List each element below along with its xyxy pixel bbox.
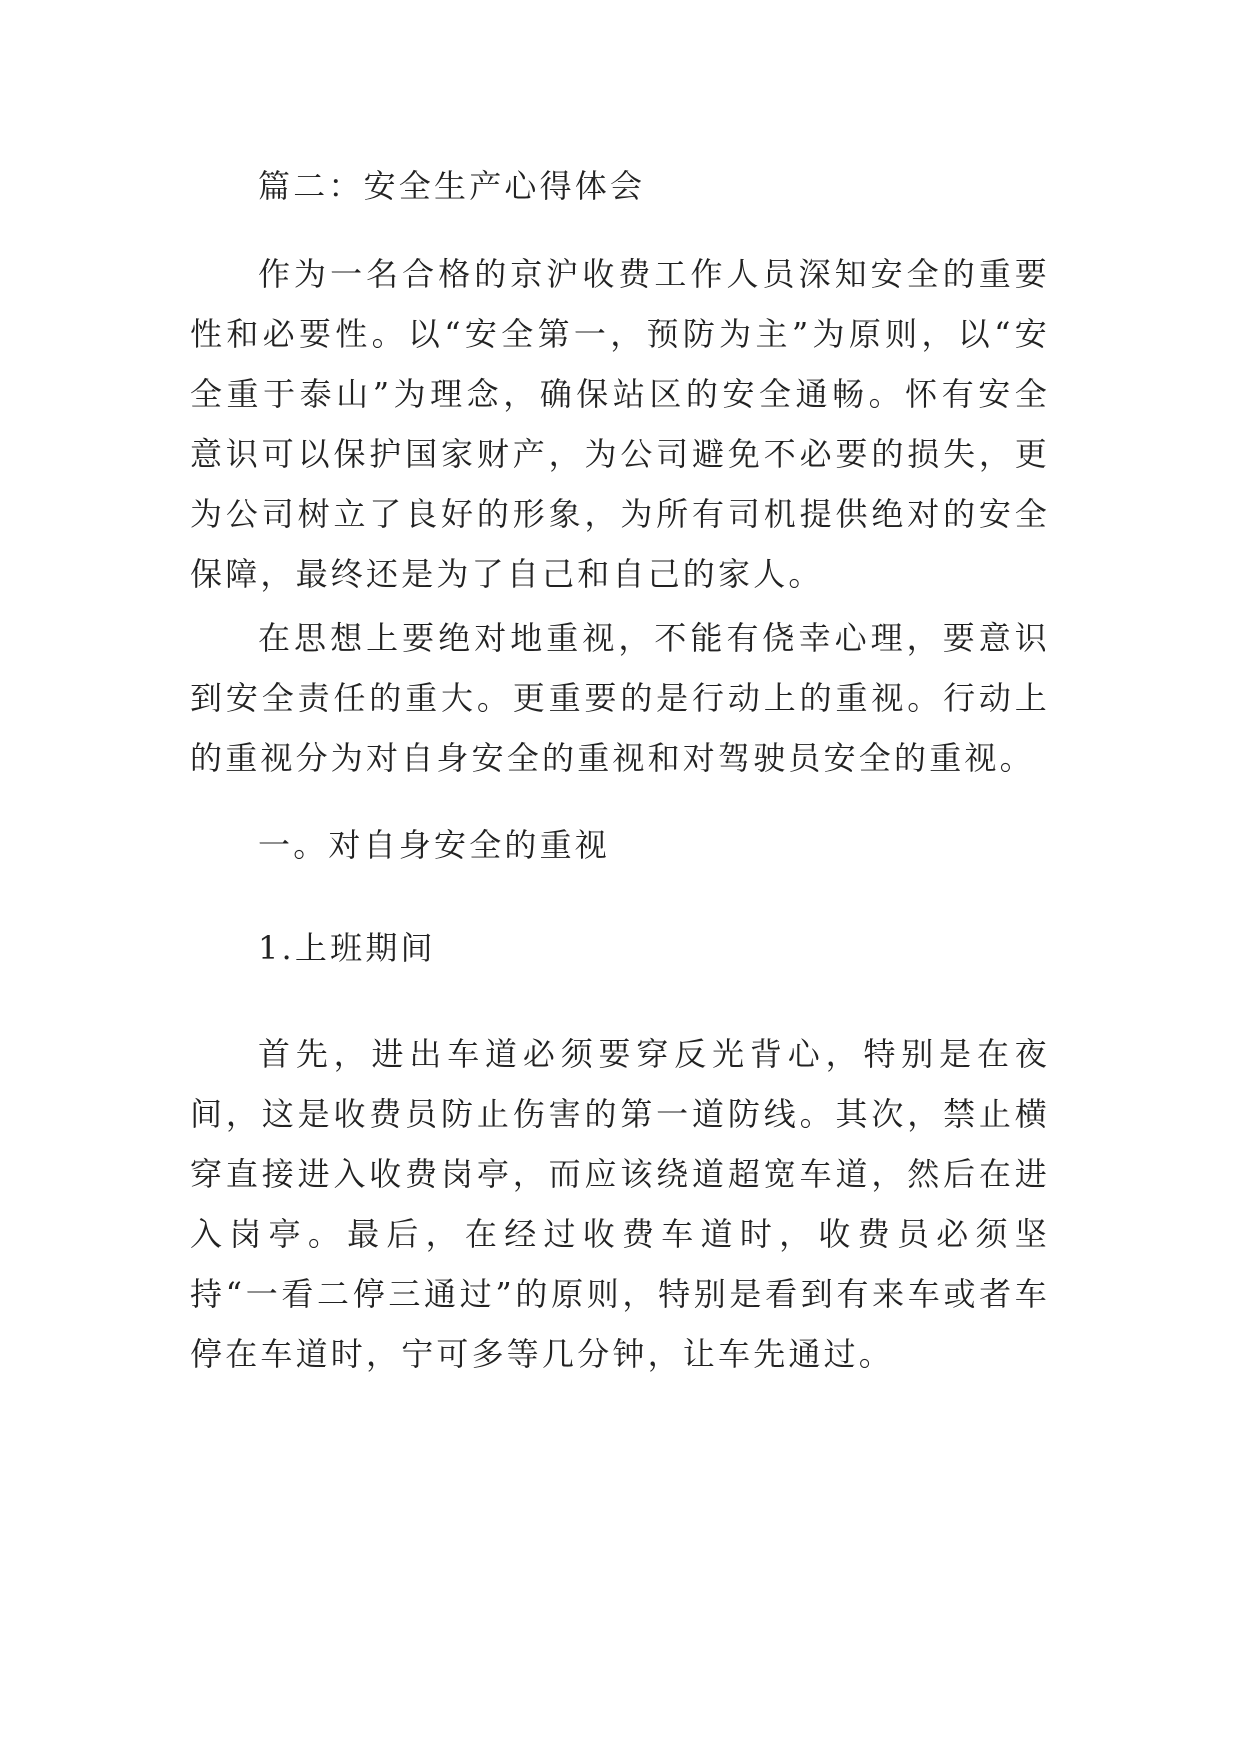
subsection-heading: 1.上班期间 bbox=[258, 929, 436, 967]
section-heading: 一。对自身安全的重视 bbox=[258, 826, 611, 864]
document-title: 篇二：安全生产心得体会 bbox=[258, 167, 646, 205]
paragraph-1: 作为一名合格的京沪收费工作人员深知安全的重要性和必要性。以“安全第一，预防为主”为原则，以“安全重于泰山”为理念，确保站区的安全通畅。怀有安全意识可以保护国家财产，为公司避免不必要的损失，更为公司树立了良好的形象，为所有司机提供绝对的安全保障，最终还是为了自己和自己的家人。 bbox=[190, 255, 1050, 593]
paragraph-2: 在思想上要绝对地重视，不能有侥幸心理，要意识到安全责任的重大。更重要的是行动上的重视。行动上的重视分为对自身安全的重视和对驾驶员安全的重视。 bbox=[190, 619, 1050, 777]
paragraph-3: 首先，进出车道必须要穿反光背心，特别是在夜间，这是收费员防止伤害的第一道防线。其次，禁止横穿直接进入收费岗亭，而应该绕道超宽车道，然后在进入岗亭。最后，在经过收费车道时，收费员必须坚持“一看二停三通过”的原则，特别是看到有来车或者车停在车道时，宁可多等几分钟，让车先通过。 bbox=[190, 1035, 1050, 1373]
